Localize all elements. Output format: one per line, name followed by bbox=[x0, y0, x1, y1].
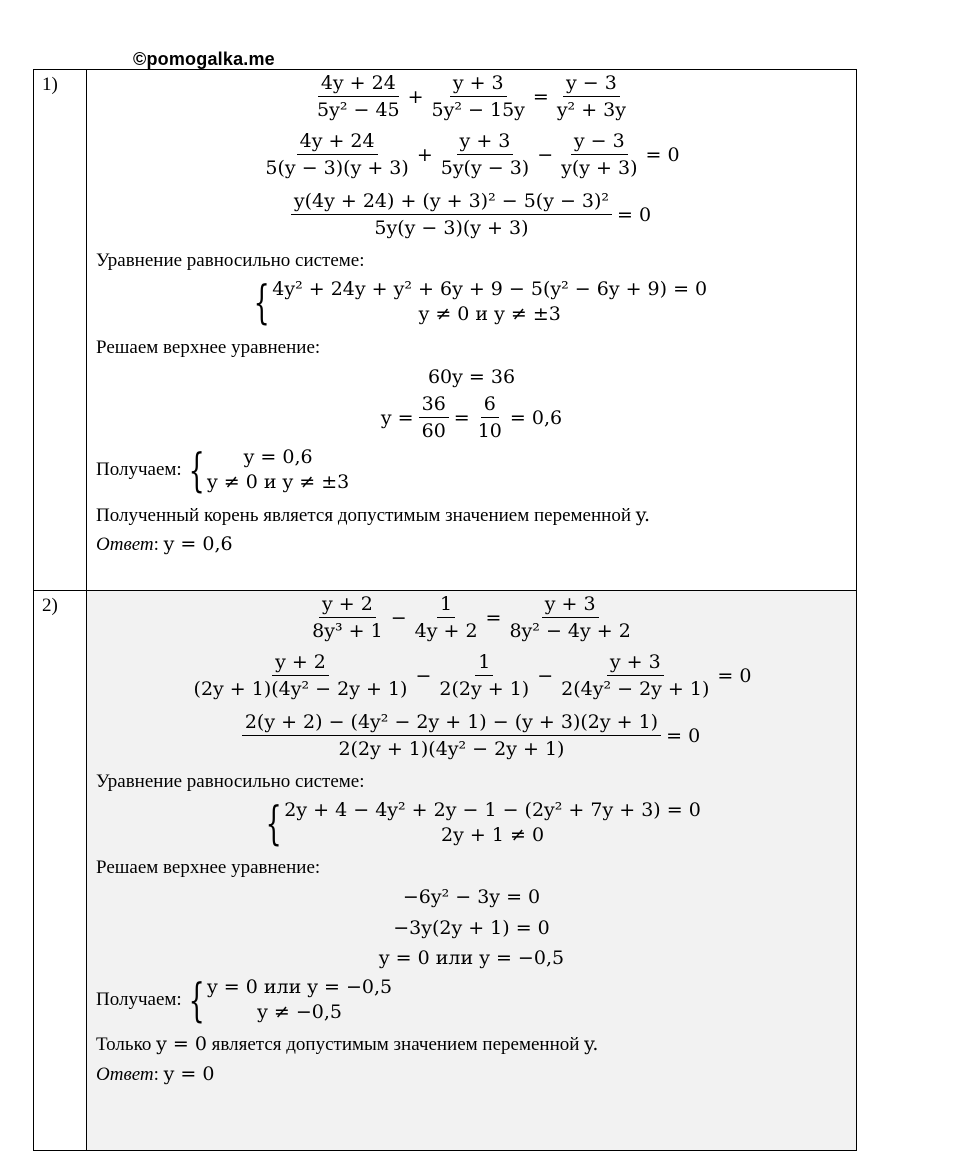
rhs: = 0,6 bbox=[509, 406, 563, 429]
solution-table bbox=[33, 69, 857, 1151]
operator: + bbox=[416, 143, 433, 166]
equation-linear bbox=[87, 366, 856, 388]
answer-colon: : bbox=[153, 534, 159, 555]
math-variable: y. bbox=[635, 504, 650, 526]
equation-common-denominator bbox=[87, 711, 856, 760]
fraction-numerator: y + 3 bbox=[450, 72, 507, 97]
fraction-denominator: 5y² − 15y bbox=[431, 99, 525, 121]
operator: = bbox=[485, 606, 502, 629]
system-line-bottom: y ≠ 0 и y ≠ ±3 bbox=[206, 471, 350, 493]
operator: − bbox=[537, 143, 554, 166]
equation-common-denominator bbox=[87, 190, 856, 239]
text-equivalent-system: Уравнение равносильно системе: bbox=[96, 771, 365, 792]
fraction-numerator: 2(y + 2) − (4y² − 2y + 1) − (y + 3)(2y + 1) bbox=[242, 711, 661, 736]
fraction-numerator: y + 2 bbox=[319, 593, 376, 618]
fraction-numerator: y(4y + 24) + (y + 3)² − 5(y − 3)² bbox=[291, 190, 612, 215]
system-line-top: 2y + 4 − 4y² + 2y − 1 − (2y² + 7y + 3) = 0 bbox=[284, 799, 701, 821]
system-2 bbox=[96, 445, 349, 495]
text-part: Полученный корень является допустимым значением переменной bbox=[96, 505, 631, 526]
fraction-numerator: 1 bbox=[475, 651, 493, 676]
problem-2-solution bbox=[87, 591, 856, 1150]
fraction-numerator: y − 3 bbox=[563, 72, 620, 97]
equation-roots bbox=[87, 947, 856, 969]
answer-line bbox=[96, 533, 233, 556]
fraction-numerator: y + 2 bbox=[272, 651, 329, 676]
text-root-valid bbox=[96, 1033, 598, 1056]
equation-factored bbox=[87, 651, 856, 700]
rhs: = 0 bbox=[645, 143, 680, 166]
equation-text: −6y² − 3y = 0 bbox=[402, 886, 541, 908]
fraction-numerator: 1 bbox=[437, 593, 455, 618]
system-line-top: 4y² + 24y + y² + 6y + 9 − 5(y² − 6y + 9) = 0 bbox=[272, 278, 708, 300]
fraction-denominator: y² + 3y bbox=[556, 99, 626, 121]
text-part: является допустимым значением переменной bbox=[211, 1034, 580, 1055]
system-line-bottom: y ≠ −0,5 bbox=[257, 1001, 342, 1023]
fraction-denominator: 10 bbox=[477, 420, 502, 442]
brace-icon: { bbox=[265, 796, 282, 850]
system-1 bbox=[247, 277, 707, 327]
system-1 bbox=[259, 798, 701, 848]
problem-1-number: 1) bbox=[34, 70, 87, 590]
problem-2-row bbox=[34, 591, 856, 1150]
fraction-denominator: 5y(y − 3)(y + 3) bbox=[374, 217, 529, 239]
watermark: ©pomogalka.me bbox=[133, 49, 275, 69]
fraction-numerator: y + 3 bbox=[607, 651, 664, 676]
fraction-numerator: y − 3 bbox=[571, 130, 628, 155]
fraction-numerator: y + 3 bbox=[542, 593, 599, 618]
equation-result bbox=[87, 393, 856, 442]
equation-quadratic bbox=[87, 886, 856, 908]
fraction-denominator: 4y + 2 bbox=[414, 620, 478, 642]
system-line-top: y = 0 или y = −0,5 bbox=[206, 976, 393, 998]
math-expression: y = 0 bbox=[156, 1033, 207, 1055]
text-obtain: Получаем: bbox=[96, 459, 182, 480]
equation-text: 60y = 36 bbox=[427, 366, 516, 388]
problem-1-solution bbox=[87, 70, 856, 590]
brace-icon: { bbox=[188, 973, 205, 1027]
equation-factored bbox=[87, 130, 856, 179]
equation-text: y = 0 или y = −0,5 bbox=[378, 947, 565, 969]
fraction-denominator: y(y + 3) bbox=[561, 157, 638, 179]
fraction-denominator: 8y² − 4y + 2 bbox=[509, 620, 631, 642]
brace-icon: { bbox=[253, 275, 270, 329]
answer-value: y = 0,6 bbox=[163, 533, 233, 555]
answer-colon: : bbox=[153, 1064, 159, 1085]
operator: = bbox=[453, 406, 470, 429]
system-line-bottom: 2y + 1 ≠ 0 bbox=[441, 824, 545, 846]
text-solve-top: Решаем верхнее уравнение: bbox=[96, 857, 321, 878]
operator: − bbox=[537, 664, 554, 687]
operator: − bbox=[415, 664, 432, 687]
problem-1-row bbox=[34, 70, 856, 591]
fraction-denominator: 5y² − 45 bbox=[317, 99, 400, 121]
system-line-bottom: y ≠ 0 и y ≠ ±3 bbox=[418, 303, 561, 325]
operator: − bbox=[390, 606, 407, 629]
math-variable: y. bbox=[584, 1033, 599, 1055]
fraction-denominator: 60 bbox=[421, 420, 446, 442]
fraction-denominator: 2(2y + 1)(4y² − 2y + 1) bbox=[338, 738, 565, 760]
fraction-numerator: 4y + 24 bbox=[297, 130, 378, 155]
fraction-denominator: 5y(y − 3) bbox=[440, 157, 530, 179]
fraction-denominator: 8y³ + 1 bbox=[312, 620, 383, 642]
text-equivalent-system: Уравнение равносильно системе: bbox=[96, 250, 365, 271]
equation-text: −3y(2y + 1) = 0 bbox=[393, 917, 550, 939]
problem-2-number: 2) bbox=[34, 591, 87, 1150]
fraction-numerator: 4y + 24 bbox=[318, 72, 399, 97]
brace-icon: { bbox=[188, 443, 205, 497]
rhs: = 0 bbox=[617, 203, 652, 226]
fraction-denominator: (2y + 1)(4y² − 2y + 1) bbox=[193, 678, 408, 700]
fraction-numerator: 6 bbox=[481, 393, 499, 418]
operator: + bbox=[407, 85, 424, 108]
equation-original bbox=[87, 72, 856, 121]
answer-line bbox=[96, 1063, 214, 1086]
answer-label: Ответ bbox=[96, 1064, 154, 1085]
fraction-numerator: 36 bbox=[419, 393, 449, 418]
lhs: y = bbox=[380, 406, 414, 429]
answer-label: Ответ bbox=[96, 534, 154, 555]
rhs: = 0 bbox=[717, 664, 752, 687]
text-obtain: Получаем: bbox=[96, 989, 182, 1010]
text-root-valid bbox=[96, 504, 650, 527]
fraction-numerator: y + 3 bbox=[457, 130, 514, 155]
fraction-denominator: 5(y − 3)(y + 3) bbox=[265, 157, 409, 179]
answer-value: y = 0 bbox=[163, 1063, 215, 1085]
system-2 bbox=[96, 975, 392, 1025]
text-solve-top: Решаем верхнее уравнение: bbox=[96, 337, 321, 358]
fraction-denominator: 2(2y + 1) bbox=[439, 678, 530, 700]
equation-original bbox=[87, 593, 856, 642]
equation-factor bbox=[87, 917, 856, 939]
fraction-denominator: 2(4y² − 2y + 1) bbox=[561, 678, 710, 700]
operator: = bbox=[532, 85, 549, 108]
rhs: = 0 bbox=[666, 724, 701, 747]
system-line-top: y = 0,6 bbox=[243, 446, 313, 468]
text-part: Только bbox=[96, 1034, 152, 1055]
